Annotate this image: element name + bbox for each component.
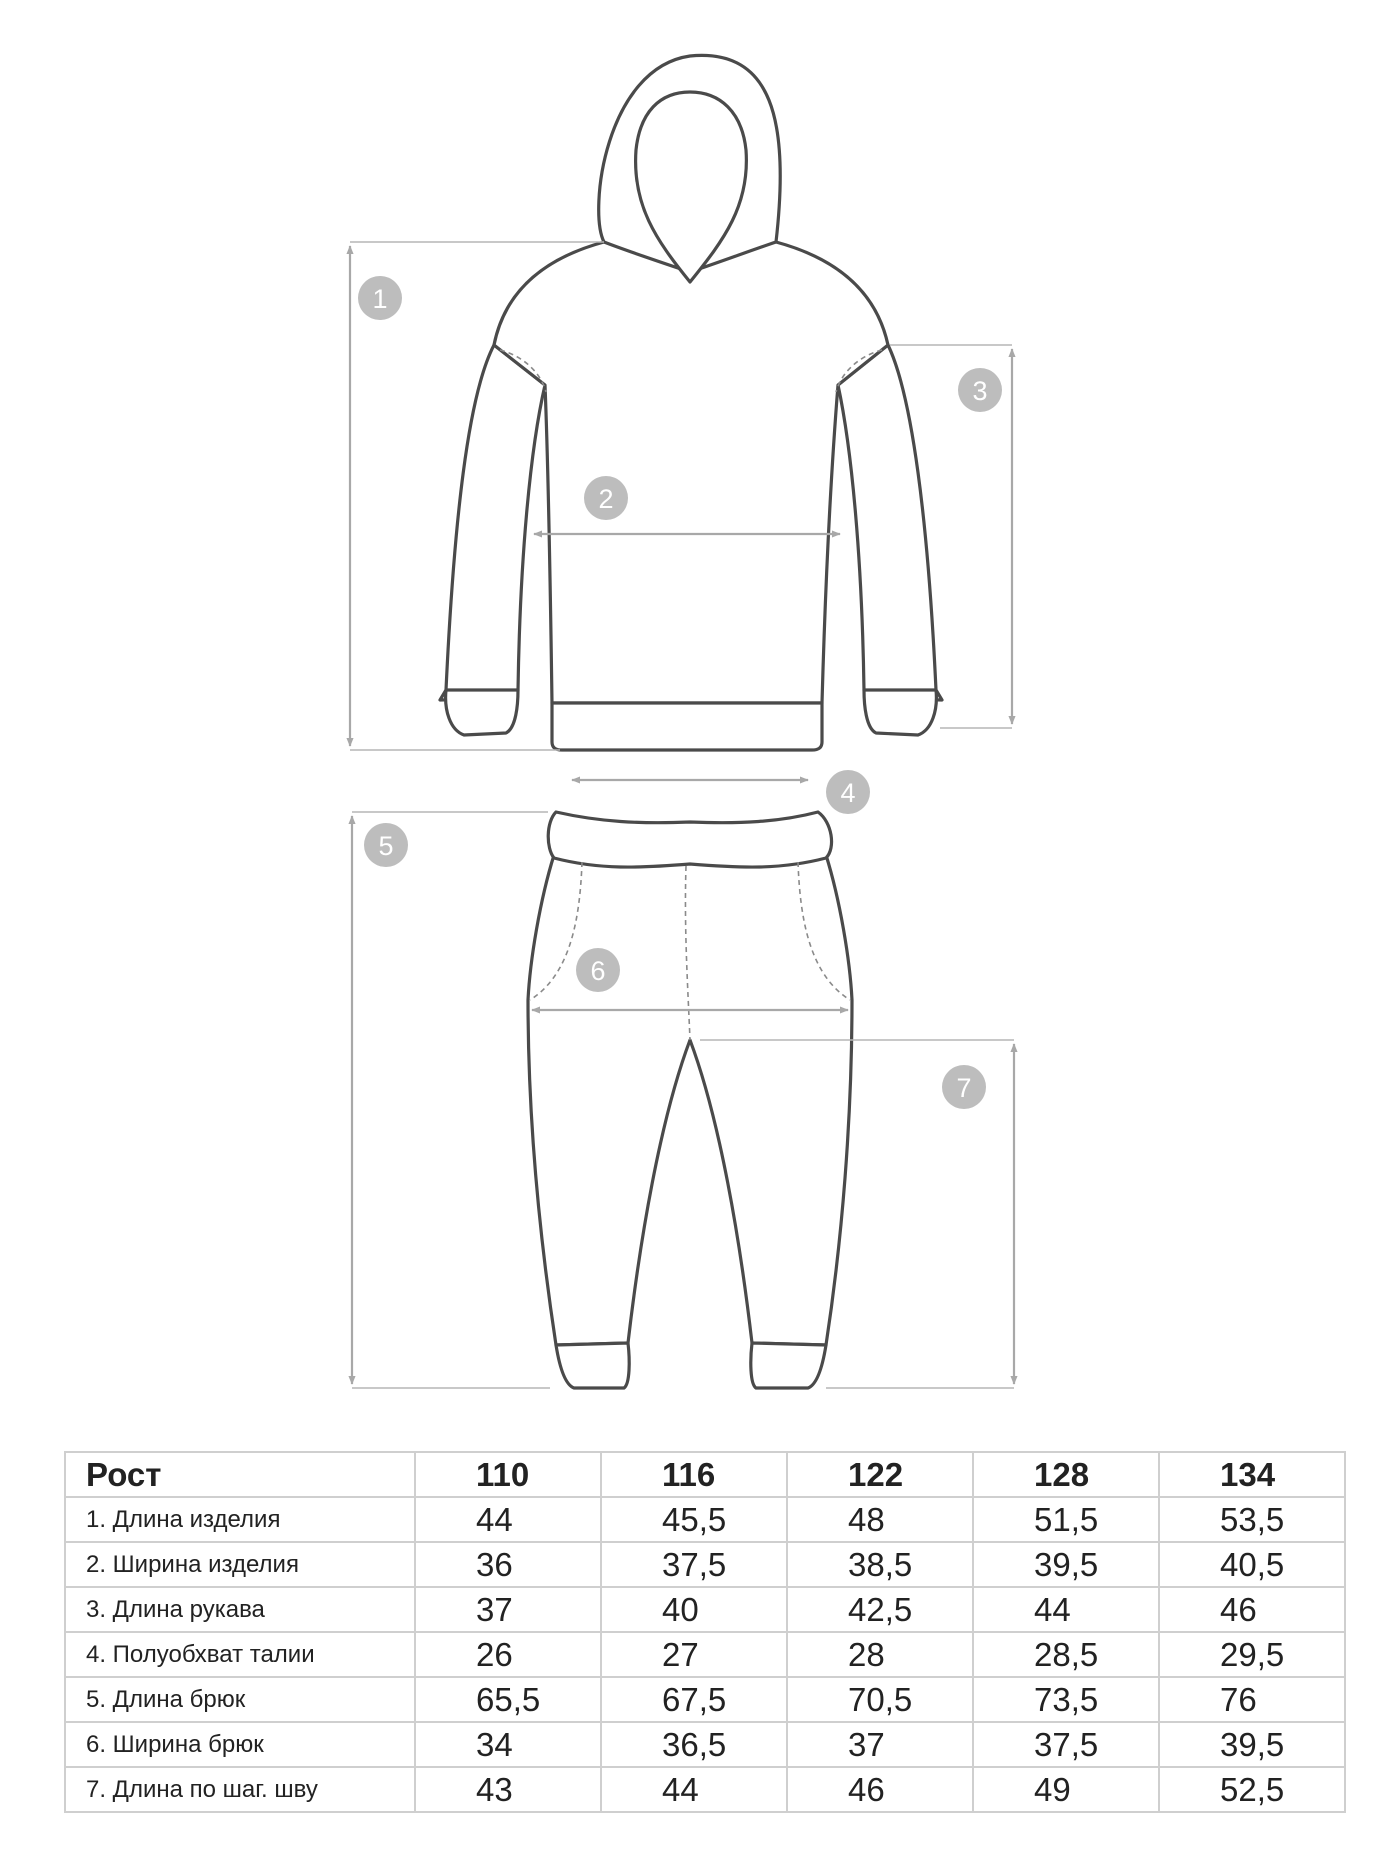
table-row xyxy=(65,1677,1345,1722)
measurement-label: 5. Длина брюк xyxy=(65,1677,415,1722)
table-cell: 44 xyxy=(973,1587,1159,1632)
table-cell: 46 xyxy=(787,1767,973,1812)
measurement-label: 7. Длина по шаг. шву xyxy=(65,1767,415,1812)
measurement-label: 4. Полуобхват талии xyxy=(65,1632,415,1677)
table-cell: 46 xyxy=(1159,1587,1345,1632)
table-cell: 28,5 xyxy=(973,1632,1159,1677)
svg-text:1: 1 xyxy=(372,284,388,314)
table-cell: 29,5 xyxy=(1159,1632,1345,1677)
table-cell: 36 xyxy=(415,1542,601,1587)
table-cell: 51,5 xyxy=(973,1497,1159,1542)
table-cell: 37,5 xyxy=(601,1542,787,1587)
table-row xyxy=(65,1722,1345,1767)
callout-5 xyxy=(364,823,408,867)
measurement-label: 1. Длина изделия xyxy=(65,1497,415,1542)
table-cell: 27 xyxy=(601,1632,787,1677)
size-header: 110 xyxy=(415,1452,601,1497)
table-cell: 37,5 xyxy=(973,1722,1159,1767)
svg-text:4: 4 xyxy=(840,778,856,808)
table-cell: 28 xyxy=(787,1632,973,1677)
table-cell: 34 xyxy=(415,1722,601,1767)
table-cell: 40,5 xyxy=(1159,1542,1345,1587)
table-cell: 49 xyxy=(973,1767,1159,1812)
table-row xyxy=(65,1497,1345,1542)
table-cell: 39,5 xyxy=(1159,1722,1345,1767)
callout-3 xyxy=(958,368,1002,412)
callout-2 xyxy=(584,476,628,520)
callout-1 xyxy=(358,276,402,320)
table-cell: 70,5 xyxy=(787,1677,973,1722)
size-chart-table xyxy=(64,1451,1346,1813)
table-cell: 43 xyxy=(415,1767,601,1812)
table-cell: 39,5 xyxy=(973,1542,1159,1587)
pants-drawing xyxy=(528,812,852,1388)
hoodie-drawing xyxy=(440,55,942,750)
table-cell: 42,5 xyxy=(787,1587,973,1632)
measurement-label: 6. Ширина брюк xyxy=(65,1722,415,1767)
size-header: 116 xyxy=(601,1452,787,1497)
callout-4 xyxy=(826,770,870,814)
table-row xyxy=(65,1542,1345,1587)
size-header: 134 xyxy=(1159,1452,1345,1497)
table-cell: 36,5 xyxy=(601,1722,787,1767)
table-cell: 45,5 xyxy=(601,1497,787,1542)
svg-text:7: 7 xyxy=(956,1073,972,1103)
table-cell: 53,5 xyxy=(1159,1497,1345,1542)
table-row xyxy=(65,1587,1345,1632)
size-header: 122 xyxy=(787,1452,973,1497)
table-header-row xyxy=(65,1452,1345,1497)
table-cell: 73,5 xyxy=(973,1677,1159,1722)
callout-7 xyxy=(942,1065,986,1109)
table-cell: 37 xyxy=(787,1722,973,1767)
callout-6 xyxy=(576,948,620,992)
table-cell: 52,5 xyxy=(1159,1767,1345,1812)
table-cell: 76 xyxy=(1159,1677,1345,1722)
svg-text:6: 6 xyxy=(590,956,606,986)
table-row xyxy=(65,1632,1345,1677)
svg-text:5: 5 xyxy=(378,831,394,861)
measurement-label: 3. Длина рукава xyxy=(65,1587,415,1632)
table-cell: 40 xyxy=(601,1587,787,1632)
table-cell: 26 xyxy=(415,1632,601,1677)
svg-text:3: 3 xyxy=(972,376,988,406)
table-row xyxy=(65,1767,1345,1812)
size-header: 128 xyxy=(973,1452,1159,1497)
height-label: Рост xyxy=(65,1452,415,1497)
table-cell: 38,5 xyxy=(787,1542,973,1587)
table-cell: 37 xyxy=(415,1587,601,1632)
svg-text:2: 2 xyxy=(598,484,614,514)
table-cell: 65,5 xyxy=(415,1677,601,1722)
measurement-label: 2. Ширина изделия xyxy=(65,1542,415,1587)
table-cell: 44 xyxy=(415,1497,601,1542)
table-cell: 44 xyxy=(601,1767,787,1812)
table-cell: 67,5 xyxy=(601,1677,787,1722)
table-cell: 48 xyxy=(787,1497,973,1542)
